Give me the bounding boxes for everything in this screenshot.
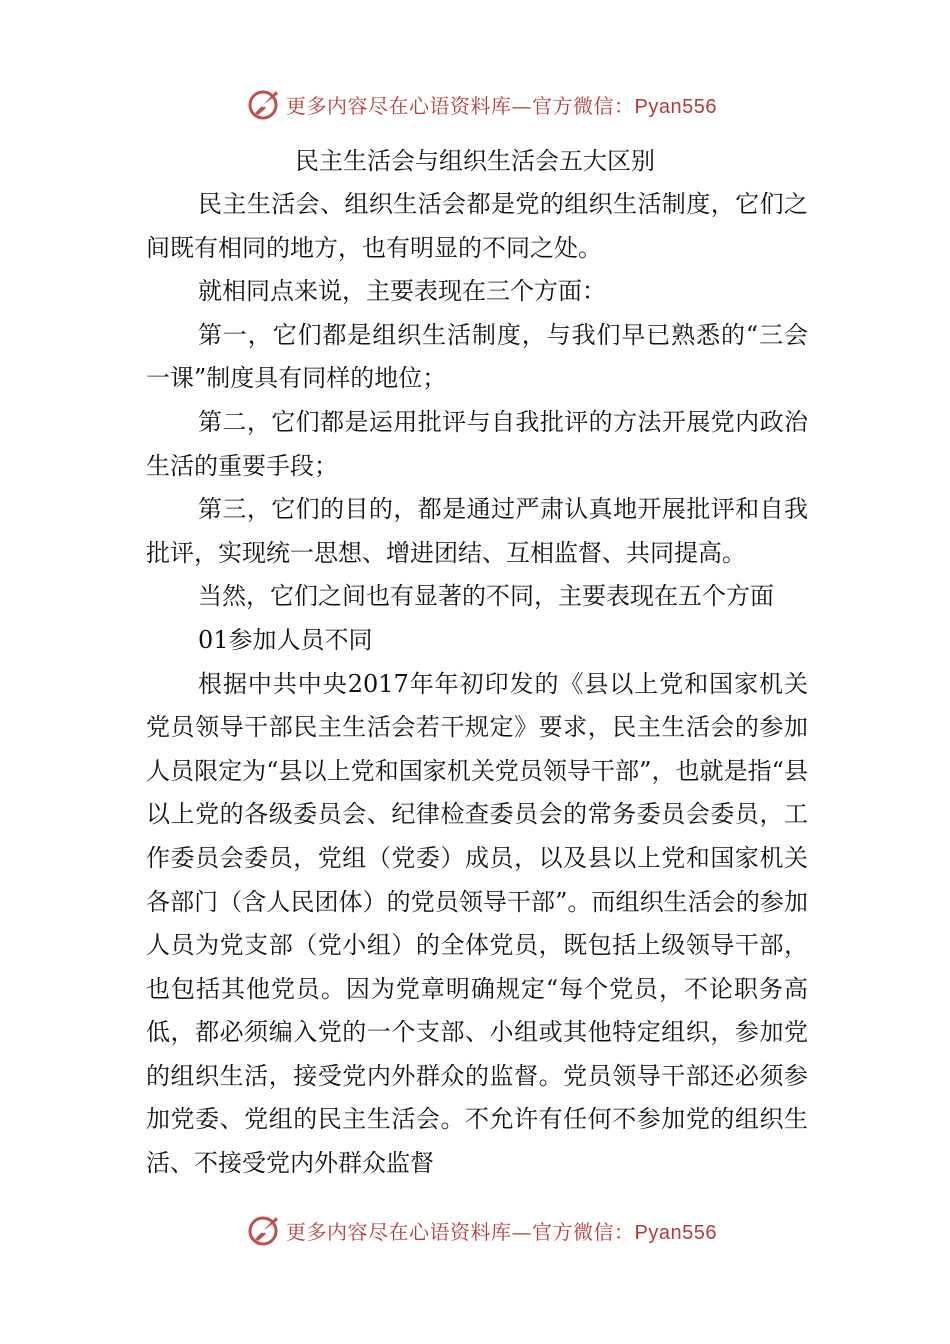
paragraph: 当然，它们之间也有显著的不同，主要表现在五个方面 — [198, 582, 774, 611]
document-title: 民主生活会与组织生活会五大区别 — [295, 147, 655, 175]
pen-nib-circle-icon — [246, 1213, 280, 1247]
pen-nib-circle-icon — [246, 87, 280, 121]
paragraph: 第一，它们都是组织生活制度，与我们早已熟悉的“三会一课”制度具有同样的地位； — [146, 320, 808, 393]
document-body — [146, 183, 808, 1186]
paragraph: 就相同点来说，主要表现在三个方面： — [198, 277, 606, 306]
paragraph: 根据中共中央2017年年初印发的《县以上党和国家机关党员领导干部民主生活会若干规定》要求，民主生活会的参加人员限定为“县以上党和国家机关党员领导干部”，也就是指“县以上党的各级委员会、纪律检查委员会的常务委员会委员，工作委员会委员，党组（党委）成员，以及县以上党和国家机关各部门（含人民团体）的党员领导干部”。而组织生活会的参加人员为党支部（党小组）的全体党员，既包括上级领导干部，也包括其他党员。因为党章明确规定“每个党员，不论职务高低，都必须编入党的一个支部、小组或其他特定组织，参加党的组织生活，接受党内外群众的监督。党员领导干部还必须参加党委、党组的民主生活会。不允许有任何不参加党的组织生活、不接受党内外群众监督 — [146, 669, 808, 1178]
banner-text: 更多内容尽在心语资料库—官方微信：Pyan556 — [286, 93, 717, 118]
banner-text: 更多内容尽在心语资料库—官方微信：Pyan556 — [286, 1219, 717, 1244]
paragraph: 第二，它们都是运用批评与自我批评的方法开展党内政治生活的重要手段； — [146, 407, 808, 480]
footer-banner — [0, 1208, 950, 1252]
paragraph: 民主生活会、组织生活会都是党的组织生活制度，它们之间既有相同的地方，也有明显的不同之处。 — [146, 190, 808, 262]
paragraph: 第三，它们的目的，都是通过严肃认真地开展批评和自我批评，实现统一思想、增进团结、互相监督、共同提高。 — [146, 495, 808, 567]
header-banner — [0, 82, 950, 126]
section-heading: 01参加人员不同 — [198, 625, 373, 654]
